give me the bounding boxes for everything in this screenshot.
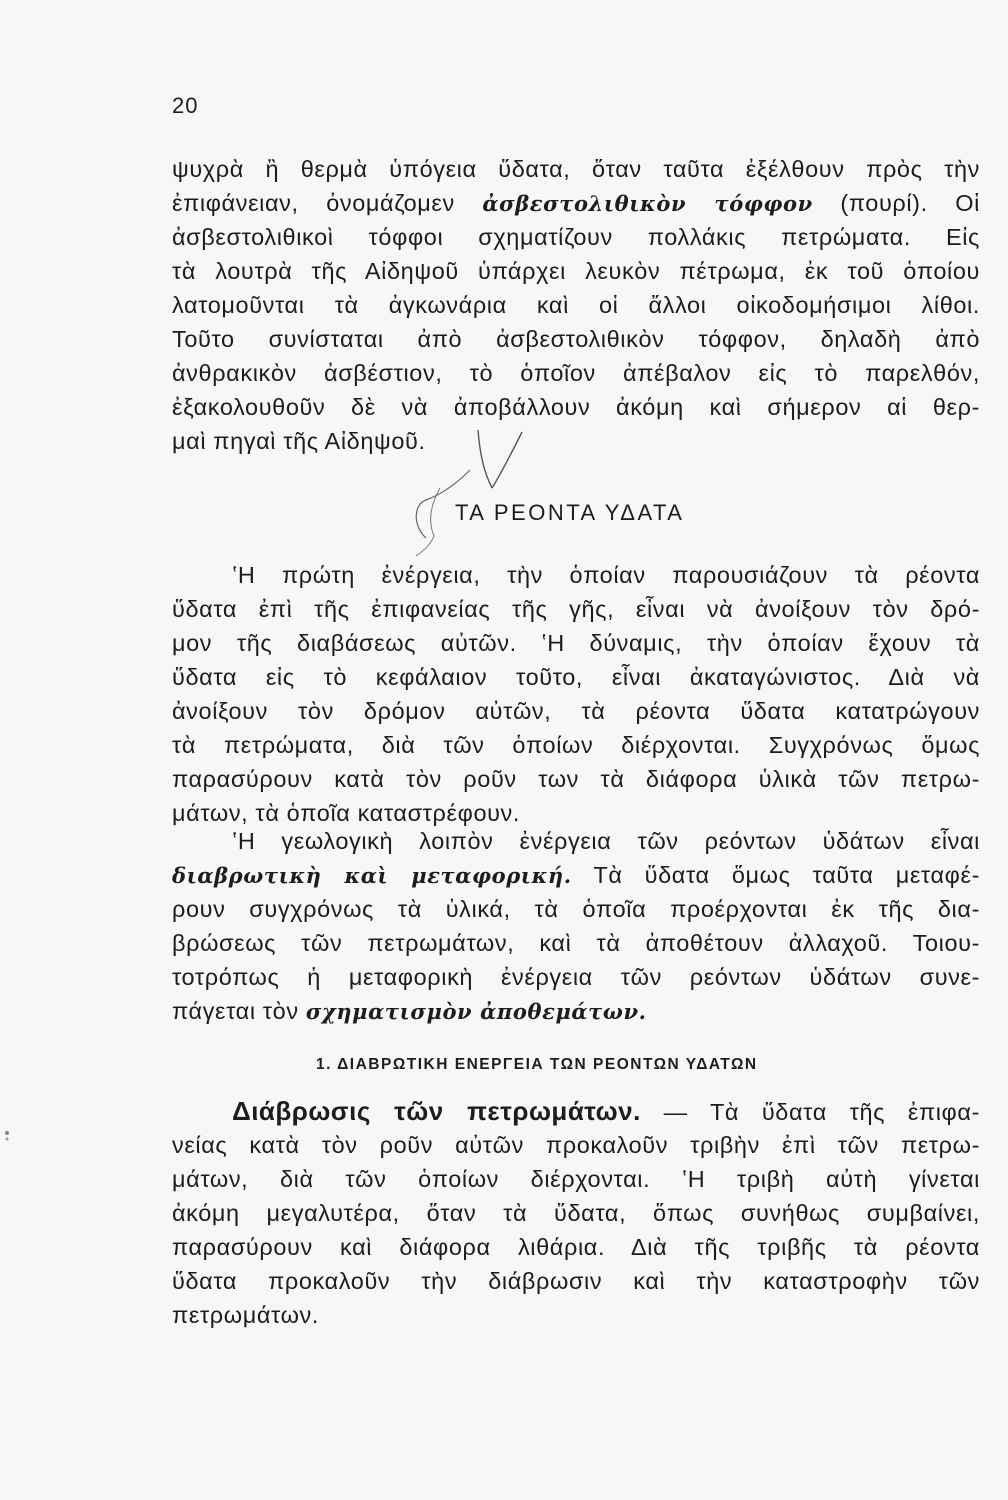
text-line: ὕδατα προκαλοῦν τὴν διάβρωσιν καὶ τὴν καταστροφὴν τῶν: [172, 1268, 980, 1294]
text-line: ἀκόμη μεγαλυτέρα, ὅταν τὰ ὕδατα, ὅπως συνήθως συμβαίνει,: [172, 1200, 980, 1226]
text-line: τοτρόπως ἡ μεταφορικὴ ἐνέργεια τῶν ρεόντων ὑδάτων συνε-: [172, 964, 980, 990]
text-line: ἐξακολουθοῦν δὲ νὰ ἀποβάλλουν ἀκόμη καὶ σήμερον αἱ θερ-: [172, 394, 980, 420]
text-run: — Τὰ ὕδατα τῆς ἐπιφα-: [640, 1099, 981, 1125]
text-line: τὰ πετρώματα, διὰ τῶν ὁποίων διέρχονται. Συγχρόνως ὅμως: [172, 732, 980, 758]
text-line: ʽΗ πρώτη ἐνέργεια, τὴν ὁποίαν παρουσιάζουν τὰ ρέοντα: [232, 562, 980, 588]
text-run: (πουρί). Οἱ: [812, 190, 980, 216]
page-number: 20: [172, 93, 199, 118]
text-line: μάτων, τὰ ὁποῖα καταστρέφουν.: [172, 800, 521, 826]
text-run: ἐπιφάνειαν, ὀνομάζομεν: [172, 190, 483, 216]
text-line: [172, 858, 980, 893]
text-line: παρασύρουν κατὰ τὸν ροῦν των τὰ διάφορα ὑλικὰ τῶν πετρω-: [172, 766, 980, 792]
text-line: [172, 994, 980, 1029]
text-line: ἀνθρακικὸν ἀσβέστιον, τὸ ὁποῖον ἀπέβαλον εἰς τὸ παρελθόν,: [172, 360, 980, 386]
pencil-annotation: [400, 410, 560, 570]
run-in-heading: Διάβρωσις τῶν πετρωμάτων.: [232, 1096, 641, 1126]
text-line: παρασύρουν καὶ διάφορα λιθάρια. Διὰ τῆς τριβῆς τὰ ρέοντα: [172, 1234, 980, 1260]
section-heading: ΤΑ ΡΕΟΝΤΑ ΥΔΑΤΑ: [455, 500, 685, 525]
text-run: Τὰ ὕδατα ὅμως ταῦτα μεταφέ-: [571, 862, 980, 888]
emphasis-term: ἀσβεστολιθικὸν τόφφον: [482, 191, 813, 216]
text-line: [172, 186, 980, 221]
emphasis-term: διαβρωτικὴ καὶ μεταφορική.: [172, 863, 572, 888]
text-line: πετρωμάτων.: [172, 1302, 319, 1328]
text-line: μαὶ πηγαὶ τῆς Αἰδηψοῦ.: [172, 428, 426, 454]
text-line: ἀνοίξουν τὸν δρόμον αὐτῶν, τὰ ρέοντα ὕδατα κατατρώγουν: [172, 698, 980, 724]
text-line: μον τῆς διαβάσεως αὐτῶν. ʽΗ δύναμις, τὴν ὁποίαν ἔχουν τὰ: [172, 630, 980, 656]
subsection-heading: 1. ΔΙΑΒΡΩΤΙΚΗ ΕΝΕΡΓΕΙΑ ΤΩΝ ΡΕΟΝΤΩΝ ΥΔΑΤΩΝ: [316, 1056, 758, 1073]
text-line: ὕδατα εἰς τὸ κεφάλαιον τοῦτο, εἶναι ἀκαταγώνιστος. Διὰ νὰ: [172, 664, 980, 690]
text-line: ʽΗ γεωλογικὴ λοιπὸν ἐνέργεια τῶν ρεόντων ὑδάτων εἶναι: [232, 828, 980, 854]
text-line: λατομοῦνται τὰ ἀγκωνάρια καὶ οἱ ἄλλοι οἰκοδομήσιμοι λίθοι.: [172, 292, 980, 318]
text-line: ἀσβεστολιθικοὶ τόφφοι σχηματίζουν πολλάκις πετρώματα. Εἰς: [172, 224, 980, 250]
text-line: ὕδατα ἐπὶ τῆς ἐπιφανείας τῆς γῆς, εἶναι νὰ ἀνοίξουν τὸν δρό-: [172, 596, 980, 622]
emphasis-term: σχηματισμὸν ἀποθεμάτων.: [305, 999, 647, 1024]
text-line: μάτων, διὰ τῶν ὁποίων διέρχονται. ʽΗ τριβὴ αὐτὴ γίνεται: [172, 1166, 980, 1192]
text-line: ψυχρὰ ἢ θερμὰ ὑπόγεια ὕδατα, ὅταν ταῦτα ἐξέλθουν πρὸς τὴν: [172, 156, 980, 182]
text-line: [232, 1094, 980, 1129]
text-line: ρουν συγχρόνως τὰ ὑλικά, τὰ ὁποῖα προέρχονται ἐκ τῆς δια-: [172, 896, 980, 922]
text-line: τὰ λουτρὰ τῆς Αἰδηψοῦ ὑπάρχει λευκὸν πέτρωμα, ἐκ τοῦ ὁποίου: [172, 258, 980, 284]
text-line: Τοῦτο συνίσταται ἀπὸ ἀσβεστολιθικὸν τόφφον, δηλαδὴ ἀπὸ: [172, 326, 980, 352]
margin-smudge: [2, 1128, 12, 1144]
text-run: πάγεται τὸν: [172, 998, 306, 1024]
text-line: νείας κατὰ τὸν ροῦν αὐτῶν προκαλοῦν τριβὴν ἐπὶ τῶν πετρω-: [172, 1132, 980, 1158]
text-line: βρώσεως τῶν πετρωμάτων, καὶ τὰ ἀποθέτουν ἀλλαχοῦ. Τοιου-: [172, 930, 980, 956]
